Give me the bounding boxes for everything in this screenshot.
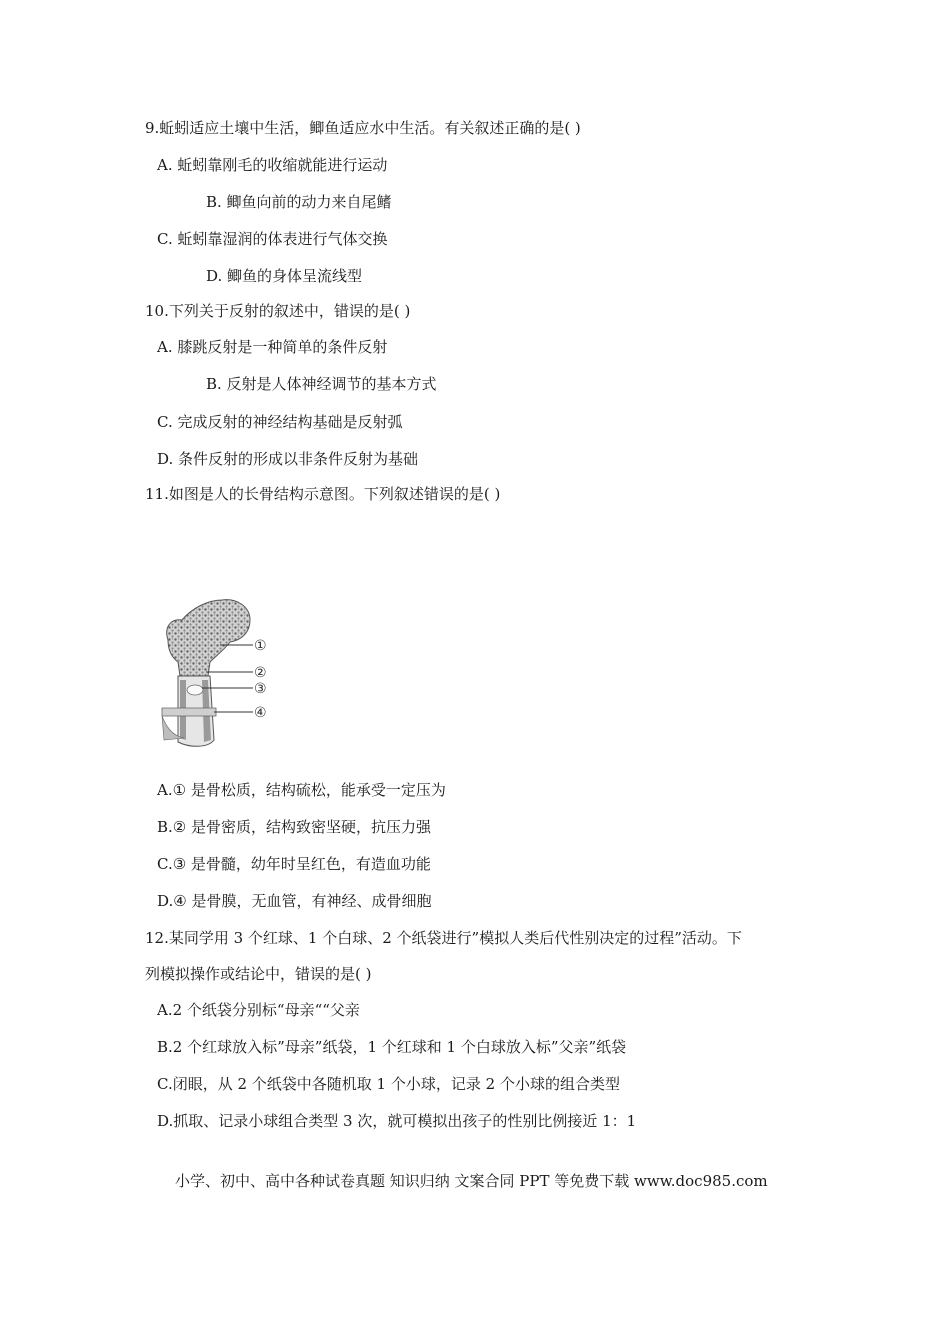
q11-option-c: C.③ 是骨髓，幼年时呈红色，有造血功能	[157, 855, 431, 873]
marrow-cavity	[187, 685, 203, 695]
q12-option-b: B.2 个红球放入标”母亲”纸袋，1 个红球和 1 个白球放入标”父亲”纸袋	[157, 1038, 627, 1056]
q9-option-d: D. 鲫鱼的身体呈流线型	[206, 267, 363, 285]
q12-option-d: D.抓取、记录小球组合类型 3 次，就可模拟出孩子的性别比例接近 1：1	[157, 1112, 637, 1130]
q11-option-a: A.① 是骨松质，结构硫松，能承受一定压为	[157, 781, 446, 799]
bone-head-spongy	[167, 600, 250, 676]
q10-option-b: B. 反射是人体神经调节的基本方式	[206, 375, 437, 393]
q12-option-c: C.闭眼，从 2 个纸袋中各随机取 1 个小球，记录 2 个小球的组合类型	[157, 1075, 620, 1093]
label-4: ④	[254, 705, 267, 721]
q10-stem: 10.下列关于反射的叙述中，错误的是( )	[145, 302, 411, 320]
q12-stem-line2: 列模拟操作或结论中，错误的是( )	[145, 965, 372, 983]
q11-stem: 11.如图是人的长骨结构示意图。下列叙述错误的是( )	[145, 485, 501, 503]
q11-option-b: B.② 是骨密质，结构致密坚硬，抗压力强	[157, 818, 432, 836]
label-1: ①	[254, 638, 267, 654]
label-2: ②	[254, 665, 267, 681]
q9-option-a: A. 蚯蚓靠刚毛的收缩就能进行运动	[157, 156, 388, 174]
label-3: ③	[254, 681, 267, 697]
q11-option-d: D.④ 是骨膜，无血管，有神经、成骨细胞	[157, 892, 432, 910]
periosteum	[162, 708, 216, 716]
q10-option-d: D. 条件反射的形成以非条件反射为基础	[157, 450, 419, 468]
q12-stem-line1: 12.某同学用 3 个红球、1 个白球、2 个纸袋进行”模拟人类后代性别决定的过程”活动。下	[145, 929, 742, 947]
long-bone-diagram	[150, 590, 280, 755]
q10-option-a: A. 膝跳反射是一种简单的条件反射	[157, 338, 388, 356]
q12-option-a: A.2 个纸袋分别标“母亲““父亲	[157, 1001, 360, 1019]
q9-stem: 9.蚯蚓适应土壤中生活，鲫鱼适应水中生活。有关叙述正确的是( )	[145, 119, 581, 137]
q10-option-c: C. 完成反射的神经结构基础是反射弧	[157, 413, 403, 431]
q9-option-c: C. 蚯蚓靠湿润的体表进行气体交换	[157, 230, 388, 248]
page-footer: 小学、初中、高中各种试卷真题 知识归纳 文案合同 PPT 等免费下载 www.doc985.com	[175, 1172, 768, 1190]
q9-option-b: B. 鲫鱼向前的动力来自尾鳍	[206, 193, 392, 211]
